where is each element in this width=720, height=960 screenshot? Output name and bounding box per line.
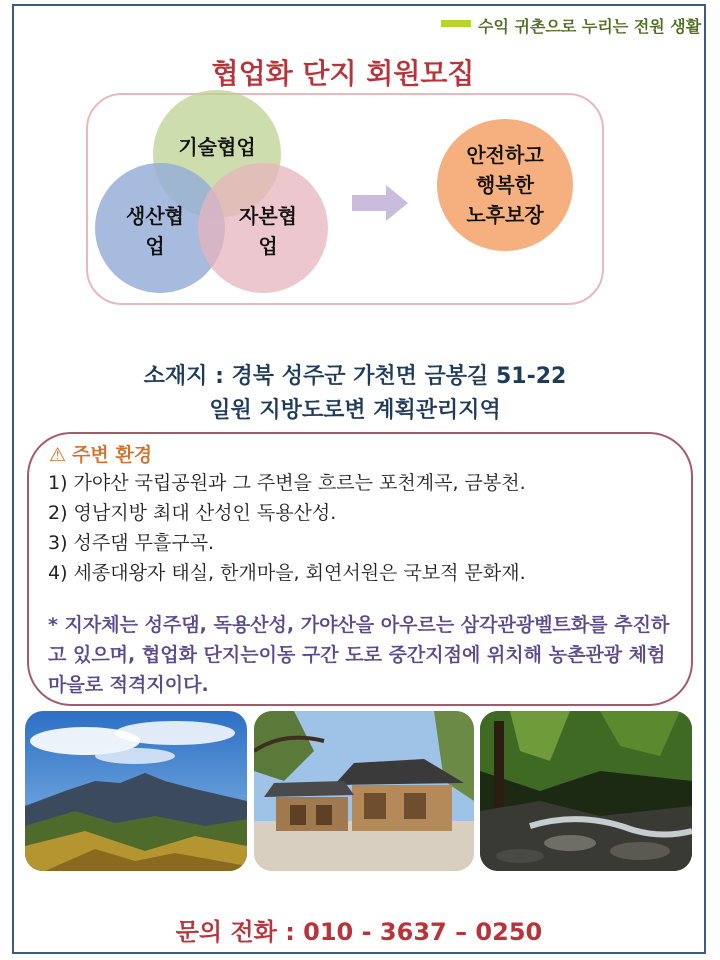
list-item: 1) 가야산 국립공원과 그 주변을 흐르는 포천계곡, 금봉천.: [48, 472, 526, 494]
list-item: 2) 영남지방 최대 산성인 독용산성.: [48, 502, 337, 524]
tourism-note: * 지자체는 성주댐, 독용산성, 가야산을 아우르는 삼각관광벨트화를 추진하고 있으며, 협업화 단지는이동 구간 도로 중간지점에 위치해 농촌관광 체험마을로 적격지이다.: [48, 614, 670, 696]
list-item: 3) 성주댐 무흘구곡.: [48, 532, 215, 554]
valley-stream-photo: [480, 711, 692, 871]
environment-title: 주변 환경: [72, 444, 153, 466]
location-line-2: 일원 지방도로변 계획관리지역: [209, 398, 501, 423]
environment-heading: [49, 440, 152, 467]
contact-phone: 문의 전화 : 010 - 3637 – 0250: [175, 918, 543, 946]
page-title: 협업화 단지 회원모집: [211, 57, 475, 90]
location-line-1: 소재지 : 경북 성주군 가천면 금봉길 51-22: [143, 364, 567, 389]
traditional-house-photo: [254, 711, 474, 871]
tagline: 수익 귀촌으로 누리는 전원 생활: [478, 17, 702, 36]
venn-label-tech: 기술협업: [178, 135, 256, 159]
mountain-photo: [25, 711, 247, 871]
right-arrow-icon: [352, 183, 408, 223]
warning-triangle-icon: ⚠: [49, 444, 67, 466]
environment-list: [48, 468, 526, 588]
result-label: 안전하고 행복한 노후보장: [466, 143, 544, 227]
venn-label-capital: 자본협 업: [239, 204, 297, 258]
venn-label-production: 생산협 업: [126, 204, 184, 258]
list-item: 4) 세종대왕자 태실, 한개마을, 회연서원은 국보적 문화재.: [48, 562, 526, 584]
result-circle: [437, 119, 573, 251]
tagline-accent-bar: [441, 20, 471, 27]
